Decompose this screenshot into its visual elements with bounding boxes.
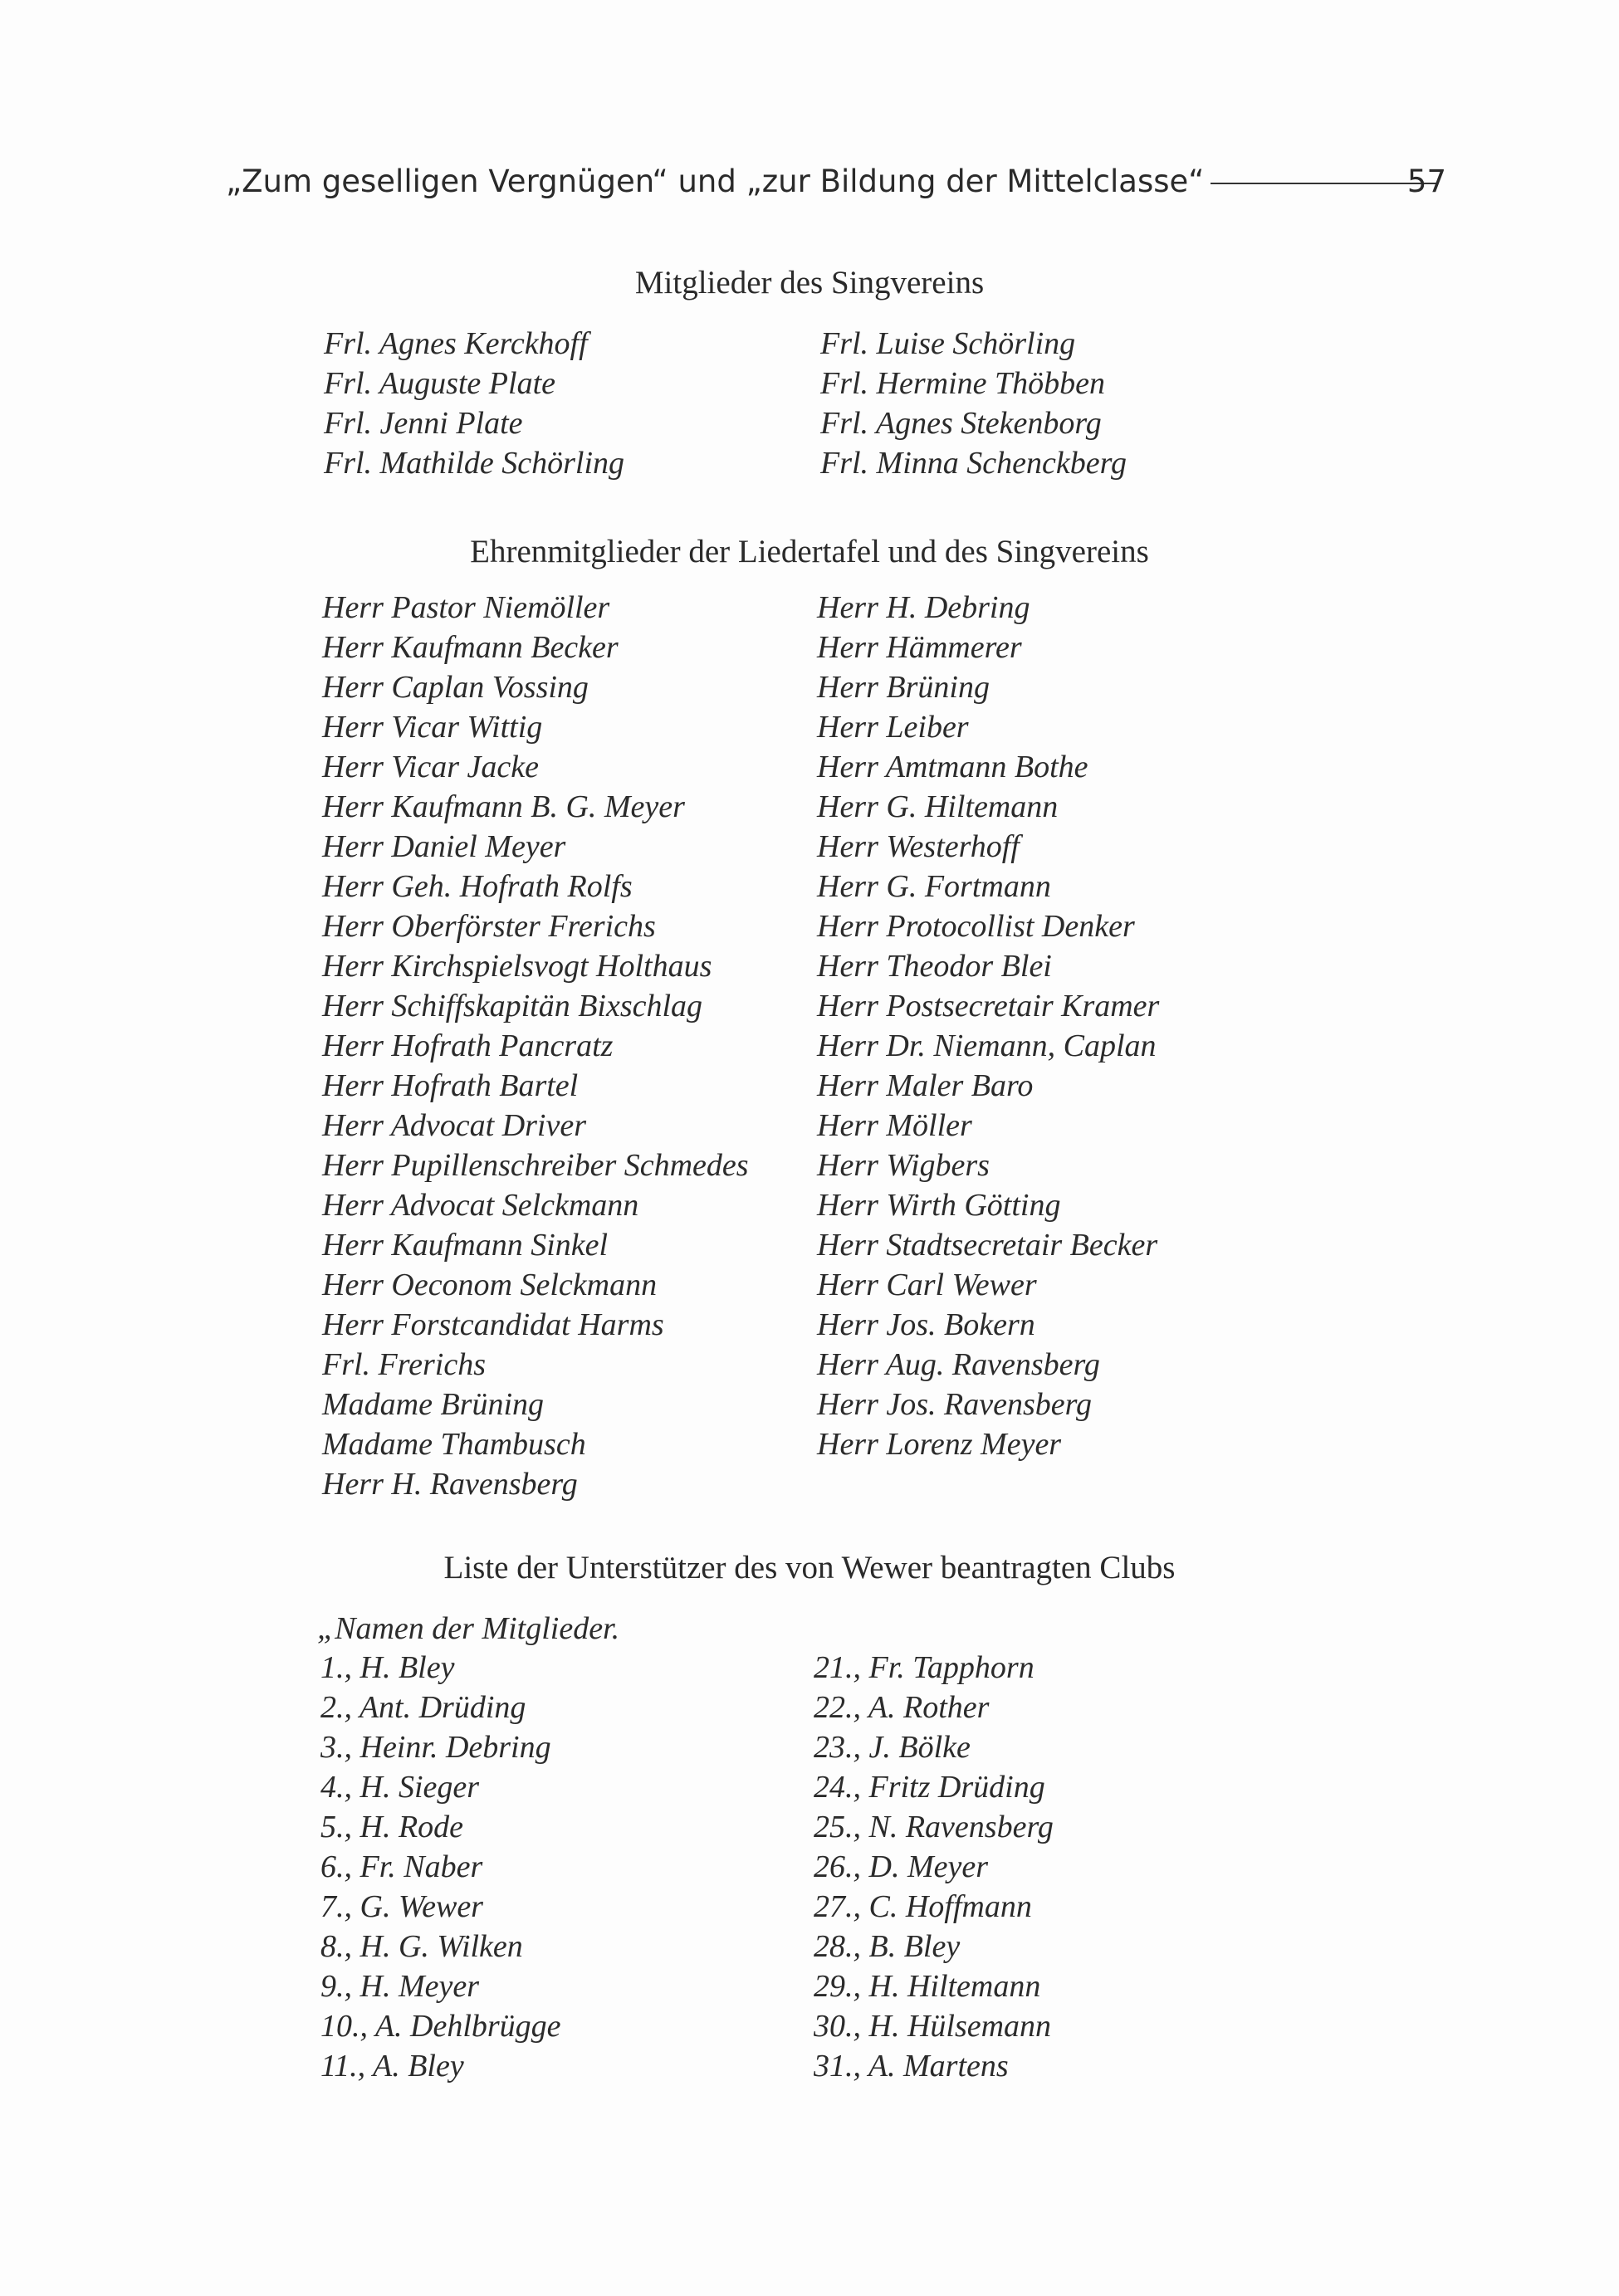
list-item: Herr Pupillenschreiber Schmedes [322, 1148, 749, 1183]
list-item: Frl. Frerichs [322, 1347, 487, 1382]
singverein-members-right [820, 324, 1127, 483]
running-header [226, 158, 1446, 204]
list-item: Herr H. Ravensberg [322, 1467, 578, 1502]
list-item: 29., H. Hiltemann [814, 1969, 1041, 2004]
list-item: Herr Aug. Ravensberg [817, 1347, 1100, 1382]
header-rule [1211, 183, 1436, 184]
honorary-members-left [322, 588, 749, 1504]
list-item: Herr Leiber [817, 710, 969, 745]
list-item: Herr Brüning [817, 670, 990, 705]
list-item: Frl. Jenni Plate [324, 406, 523, 441]
list-item: Herr Vicar Jacke [322, 750, 539, 784]
list-item: 21., Fr. Tapphorn [814, 1650, 1034, 1685]
list-item: 30., H. Hülsemann [814, 2009, 1052, 2044]
list-item: Madame Brüning [322, 1387, 545, 1422]
section-heading-unterstuetzer: Liste der Unterstützer des von Wewer beantragten Clubs [443, 1550, 1176, 1585]
list-item: Herr H. Debring [817, 590, 1030, 625]
list-item: Herr Theodor Blei [817, 949, 1052, 984]
supporters-left [320, 1648, 561, 2086]
list-item: Herr Hämmerer [817, 630, 1022, 665]
list-item: Herr Stadtsecretair Becker [817, 1228, 1158, 1263]
list-item: Herr Caplan Vossing [322, 670, 589, 705]
list-item: Herr Schiffskapitän Bixschlag [322, 989, 703, 1023]
list-item: 3., Heinr. Debring [320, 1730, 551, 1765]
supporters-right [814, 1648, 1054, 2086]
singverein-members-left [324, 324, 624, 483]
list-item: 6., Fr. Naber [320, 1849, 483, 1884]
list-item: Herr Forstcandidat Harms [322, 1307, 664, 1342]
list-item: 26., D. Meyer [814, 1849, 988, 1884]
list-item: Herr Lorenz Meyer [817, 1427, 1062, 1462]
list-item: 5., H. Rode [320, 1810, 464, 1844]
list-item: Herr Postsecretair Kramer [817, 989, 1160, 1023]
list-item: Herr G. Hiltemann [817, 789, 1059, 824]
list-item: 2., Ant. Drüding [320, 1690, 526, 1725]
section-heading-singverein: Mitglieder des Singvereins [634, 265, 985, 300]
list-item: Herr G. Fortmann [817, 869, 1051, 904]
list-item: 11., A. Bley [320, 2049, 464, 2083]
list-item: Herr Advocat Driver [322, 1108, 587, 1143]
list-item: 22., A. Rother [814, 1690, 990, 1725]
list-item: Herr Maler Baro [817, 1068, 1034, 1103]
list-item: Herr Wirth Götting [817, 1188, 1061, 1223]
list-item: Frl. Mathilde Schörling [324, 446, 625, 481]
list-item: Herr Protocollist Denker [817, 909, 1135, 944]
list-item: Herr Wigbers [817, 1148, 990, 1183]
running-title: „Zum geselligen Vergnügen“ und „zur Bildung der Mittelclasse“ [226, 163, 1205, 199]
list-item: Herr Kaufmann B. G. Meyer [322, 789, 685, 824]
list-item: Herr Kirchspielsvogt Holthaus [322, 949, 712, 984]
page-number: 57 [1406, 163, 1446, 199]
list-item: Herr Hofrath Pancratz [322, 1028, 614, 1063]
list-item: Herr Jos. Ravensberg [817, 1387, 1093, 1422]
supporters-intro: „Namen der Mitglieder. [317, 1611, 620, 1646]
list-item: Herr Hofrath Bartel [322, 1068, 579, 1103]
list-item: 25., N. Ravensberg [814, 1810, 1054, 1844]
list-item: 27., C. Hoffmann [814, 1889, 1032, 1924]
list-item: Herr Geh. Hofrath Rolfs [322, 869, 633, 904]
list-item: Herr Amtmann Bothe [817, 750, 1088, 784]
list-item: Herr Möller [817, 1108, 972, 1143]
honorary-members-right [817, 588, 1159, 1464]
list-item: Herr Dr. Niemann, Caplan [817, 1028, 1157, 1063]
list-item: Herr Advocat Selckmann [322, 1188, 639, 1223]
list-item: Herr Kaufmann Sinkel [322, 1228, 609, 1263]
list-item: Frl. Luise Schörling [820, 326, 1076, 361]
list-item: 24., Fritz Drüding [814, 1770, 1045, 1805]
list-item: Herr Kaufmann Becker [322, 630, 619, 665]
list-item: 8., H. G. Wilken [320, 1929, 523, 1964]
list-item: Herr Pastor Niemöller [322, 590, 610, 625]
list-item: 7., G. Wewer [320, 1889, 483, 1924]
list-item: 1., H. Bley [320, 1650, 455, 1685]
section-heading-ehrenmitglieder: Ehrenmitglieder der Liedertafel und des Singvereins [470, 534, 1149, 569]
list-item: Herr Jos. Bokern [817, 1307, 1035, 1342]
list-item: Madame Thambusch [322, 1427, 586, 1462]
list-item: Herr Carl Wewer [817, 1268, 1037, 1302]
list-item: Herr Oeconom Selckmann [322, 1268, 658, 1302]
list-item: Frl. Agnes Kerckhoff [324, 326, 588, 361]
list-item: 28., B. Bley [814, 1929, 961, 1964]
list-item: 9., H. Meyer [320, 1969, 479, 2004]
list-item: Frl. Agnes Stekenborg [820, 406, 1102, 441]
list-item: 31., A. Martens [814, 2049, 1009, 2083]
list-item: Herr Daniel Meyer [322, 829, 566, 864]
list-item: 10., A. Dehlbrügge [320, 2009, 561, 2044]
list-item: Herr Vicar Wittig [322, 710, 543, 745]
list-item: Frl. Hermine Thöbben [820, 366, 1106, 401]
list-item: 4., H. Sieger [320, 1770, 480, 1805]
list-item: Frl. Auguste Plate [324, 366, 555, 401]
list-item: Frl. Minna Schenckberg [820, 446, 1127, 481]
list-item: Herr Oberförster Frerichs [322, 909, 656, 944]
list-item: 23., J. Bölke [814, 1730, 971, 1765]
list-item: Herr Westerhoff [817, 829, 1020, 864]
